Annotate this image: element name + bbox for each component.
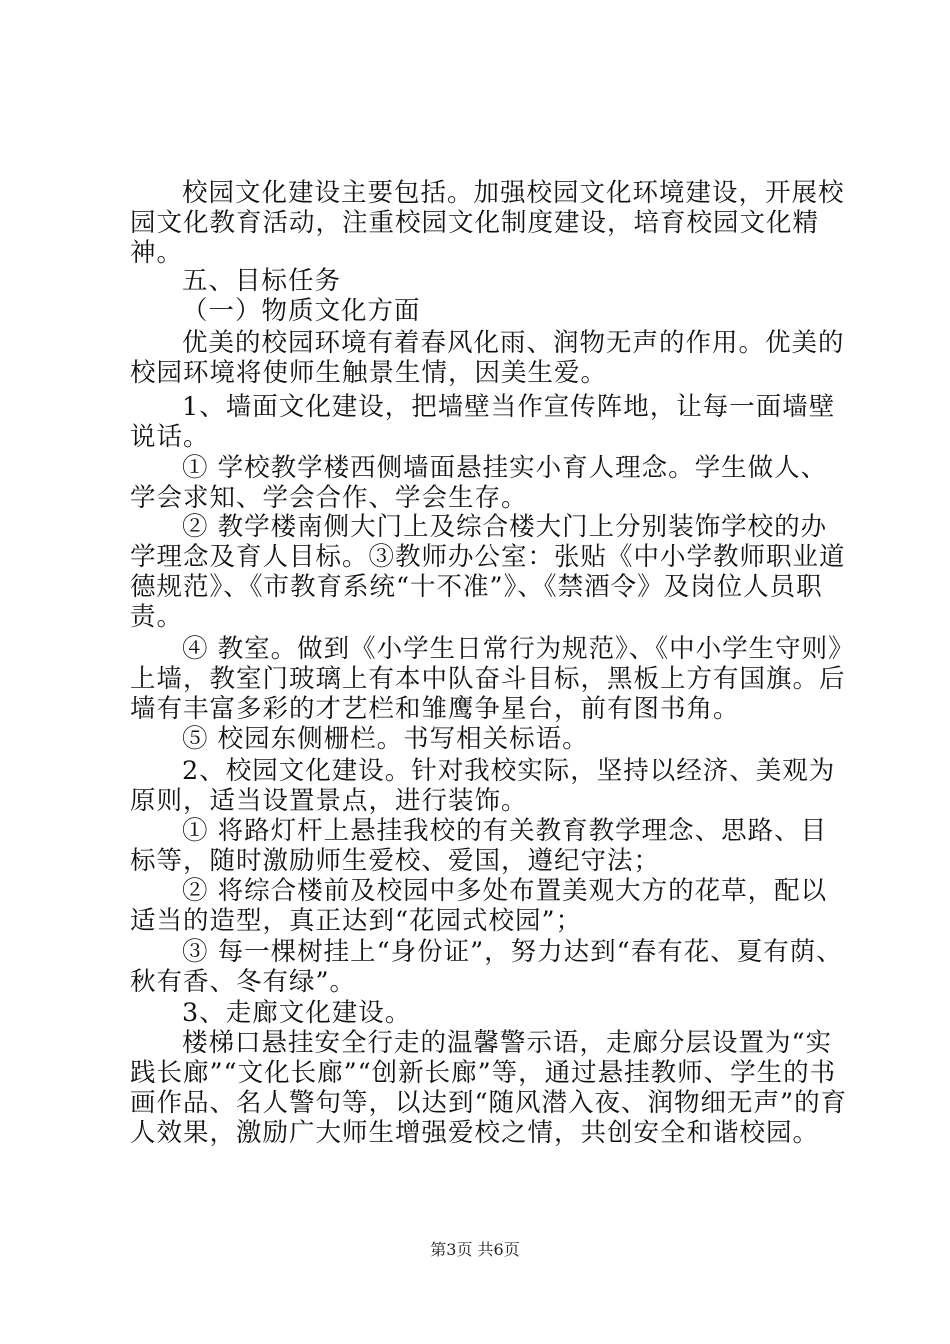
paragraph: 2、校园文化建设。针对我校实际，坚持以经济、美观为原则，适当设置景点，进行装饰。	[130, 756, 836, 816]
paragraph-intro: 校园文化建设主要包括。加强校园文化环境建设，开展校园文化教育活动，注重校园文化制度建设，培育校园文化精神。	[130, 178, 845, 268]
paragraph: 楼梯口悬挂安全行走的温馨警示语，走廊分层设置为“实践长廊”“文化长廊”“创新长廊”等，通过悬挂教师、学生的书画作品、名人警句等，以达到“随风潜入夜、润物细无声”的育人效果，激励广大师生增强爱校之情，共创安全和谐校园。	[130, 1028, 848, 1148]
page-footer	[0, 1240, 950, 1260]
paragraph: 3、走廊文化建设。	[182, 998, 412, 1028]
paragraph: ② 将综合楼前及校园中多处布置美观大方的花草，配以适当的造型，真正达到“花园式校园”；	[130, 876, 828, 936]
paragraph: ⑤ 校园东侧栅栏。书写相关标语。	[182, 724, 589, 754]
section-heading: 五、目标任务	[182, 266, 342, 296]
paragraph: 优美的校园环境有着春风化雨、润物无声的作用。优美的校园环境将使师生触景生情，因美生爱。	[130, 328, 845, 388]
paragraph: 1、墙面文化建设，把墙壁当作宣传阵地，让每一面墙壁说话。	[130, 392, 836, 452]
subsection-heading: （一）物质文化方面	[182, 296, 421, 326]
paragraph: ④ 教室。做到《小学生日常行为规范》、《中小学生守则》上墙，教室门玻璃上有本中队奋斗目标，黑板上方有国旗。后墙有丰富多彩的才艺栏和雏鹰争星台，前有图书角。	[130, 634, 846, 724]
paragraph: ③ 每一棵树挂上“身份证”，努力达到“春有花、夏有荫、秋有香、冬有绿”。	[130, 937, 843, 997]
paragraph: ① 将路灯杆上悬挂我校的有关教育教学理念、思路、目标等，随时激励师生爱校、爱国，遵纪守法；	[130, 816, 828, 876]
paragraph: ② 教学楼南侧大门上及综合楼大门上分别装饰学校的办学理念及育人目标。③教师办公室：张贴《中小学教师职业道德规范》、《市教育系统“十不准”》、《禁酒令》及岗位人员职责。	[130, 512, 846, 632]
page-number: 第3页 共6页	[430, 1240, 520, 1259]
paragraph: ① 学校教学楼西侧墙面悬挂实小育人理念。学生做人、学会求知、学会合作、学会生存。	[130, 453, 828, 513]
